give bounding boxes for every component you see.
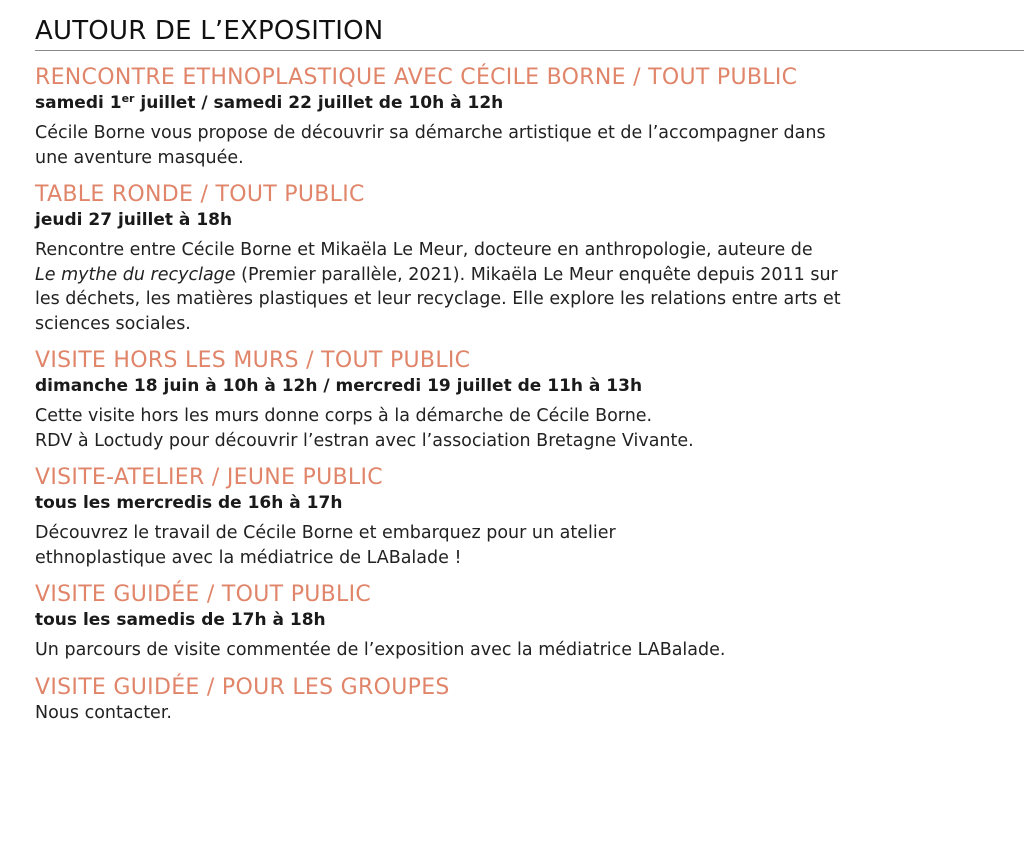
event-visite-hors-les-murs <box>35 347 1010 453</box>
event-title: VISITE GUIDÉE / TOUT PUBLIC <box>35 582 372 607</box>
event-date: jeudi 27 juillet à 18h <box>35 210 233 230</box>
event-description-line: sciences sociales. <box>35 313 191 334</box>
event-description-line: Cette visite hors les murs donne corps à la démarche de Cécile Borne. <box>35 406 653 426</box>
event-description-line: Rencontre entre Cécile Borne et Mikaëla Le Meur, docteure en anthropologie, auteure de <box>35 240 813 260</box>
event-title: VISITE-ATELIER / JEUNE PUBLIC <box>35 465 383 490</box>
event-date: tous les mercredis de 16h à 17h <box>35 493 343 513</box>
event-table-ronde <box>35 181 1010 336</box>
event-description-line: ethnoplastique avec la médiatrice de LABalade ! <box>35 547 462 568</box>
event-visite-guidee-tout-public <box>35 581 1010 663</box>
event-description <box>35 521 1010 570</box>
event-description-line: les déchets, les matières plastiques et leur recyclage. Elle explore les relations entre arts et <box>35 289 841 309</box>
event-description <box>35 404 1010 453</box>
event-visite-atelier <box>35 464 1010 570</box>
event-description-line: Nous contacter. <box>35 702 172 723</box>
event-visite-guidee-groupes <box>35 674 1010 726</box>
event-description <box>35 701 1010 726</box>
event-date: dimanche 18 juin à 10h à 12h / mercredi 19 juillet de 11h à 13h <box>35 376 643 396</box>
event-rencontre <box>35 64 1010 170</box>
event-description-line: Cécile Borne vous propose de découvrir sa démarche artistique et de l’accompagner dans <box>35 123 826 143</box>
event-description-line: une aventure masquée. <box>35 147 244 168</box>
event-title: TABLE RONDE / TOUT PUBLIC <box>35 182 365 207</box>
event-description-line <box>35 263 1010 288</box>
event-date-part: juillet / samedi 22 juillet de 10h à 12h <box>134 93 504 113</box>
event-date <box>35 91 1010 115</box>
title-divider <box>35 50 1024 51</box>
page-title: AUTOUR DE L’EXPOSITION <box>35 16 384 46</box>
event-description-part: (Premier parallèle, 2021). Mikaëla Le Meur enquête depuis 2011 sur <box>235 264 838 285</box>
book-title: Le mythe du recyclage <box>35 264 236 285</box>
event-description-line: Un parcours de visite commentée de l’exposition avec la médiatrice LABalade. <box>35 640 726 660</box>
document-page <box>35 14 1024 723</box>
event-description-line: Découvrez le travail de Cécile Borne et embarquez pour un atelier <box>35 523 616 543</box>
event-description-line: RDV à Loctudy pour découvrir l’estran avec l’association Bretagne Vivante. <box>35 430 694 451</box>
event-title: RENCONTRE ETHNOPLASTIQUE AVEC CÉCILE BORNE / TOUT PUBLIC <box>35 65 798 90</box>
event-description <box>35 121 1010 170</box>
event-description <box>35 238 1010 336</box>
event-title: VISITE HORS LES MURS / TOUT PUBLIC <box>35 348 471 373</box>
event-date-superscript: er <box>121 92 135 105</box>
event-date-part: samedi 1 <box>35 93 122 113</box>
event-date: tous les samedis de 17h à 18h <box>35 610 326 630</box>
events-list <box>35 64 1010 736</box>
event-description <box>35 638 1010 663</box>
event-title: VISITE GUIDÉE / POUR LES GROUPES <box>35 674 450 700</box>
